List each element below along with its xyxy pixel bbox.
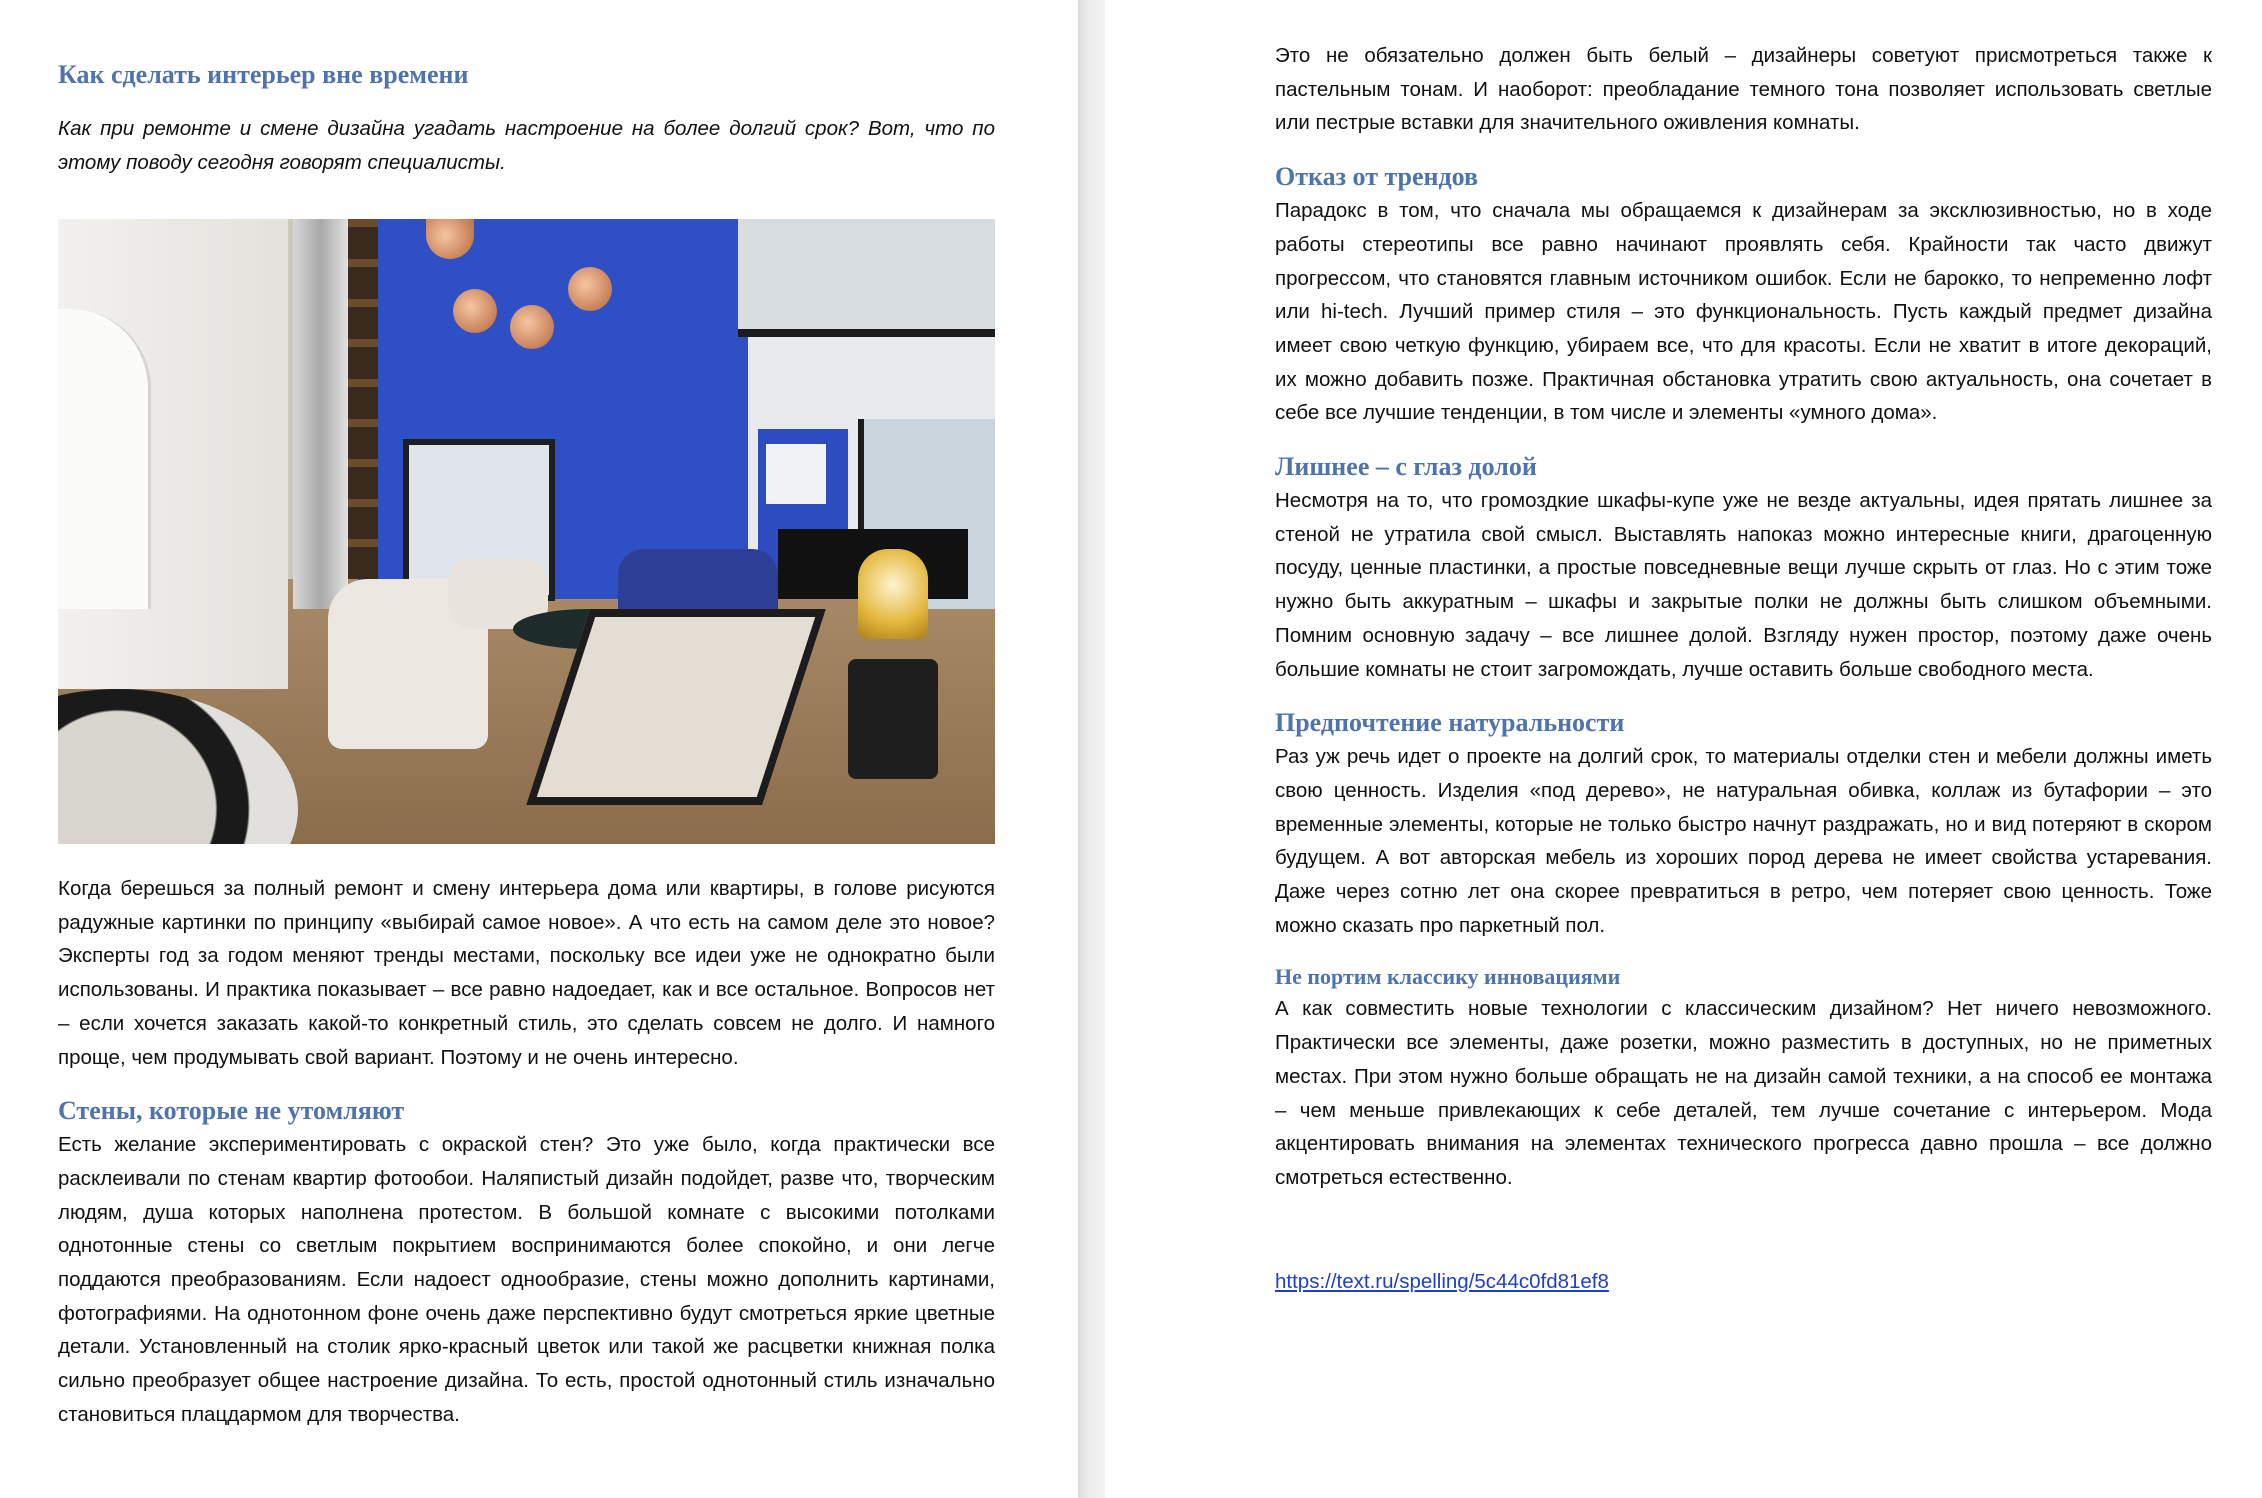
right-column <box>1275 39 2212 1299</box>
photo-pendant-lamp <box>453 289 497 333</box>
continuation-paragraph: Это не обязательно должен быть белый – дизайнеры советуют присмотреться также к пастельным тонам. И наоборот: преобладание темного тона позволяет использовать светлые или пестрые вставки для значительного оживления комнаты. <box>1275 44 2212 135</box>
section-heading-trends: Отказ от трендов <box>1275 162 1479 192</box>
section-paragraph-clutter: Несмотря на то, что громоздкие шкафы-купе уже не везде актуальны, идея прятать лишнее за стеной не утратила свой смысл. Выставлять напоказ можно интересные книги, драгоценную посуду, ценные пластинки, а простые повседневные вещи лучше скрыть от глаз. Но с этим тоже нужно быть аккуратным – шкафы и закрытые полки не должны быть слишком объемными. Помним основную задачу – все лишнее долой. Взгляду нужен простор, поэтому даже очень большие комнаты не стоит загромождать, лучше оставить больше свободного места. <box>1275 489 2212 681</box>
interior-photo <box>58 219 995 844</box>
photo-left-arch <box>58 309 151 609</box>
section-heading-clutter: Лишнее – с глаз долой <box>1275 452 1537 482</box>
photo-pendant-lamp <box>568 267 612 311</box>
source-link[interactable]: https://text.ru/spelling/5c44c0fd81ef8 <box>1275 1269 1609 1293</box>
right-page <box>1105 0 2262 1498</box>
photo-wall-art <box>766 444 826 504</box>
photo-marble-column <box>293 219 348 609</box>
left-column <box>58 58 995 179</box>
left-page <box>0 0 1078 1498</box>
article-title: Как сделать интерьер вне времени <box>58 60 469 89</box>
section-heading-walls: Стены, которые не утомляют <box>58 1096 405 1126</box>
left-column-body <box>58 872 995 1432</box>
photo-top-right-window <box>738 219 995 337</box>
section-heading-natural: Предпочтение натуральности <box>1275 708 1625 738</box>
photo-pendant-lamp <box>510 305 554 349</box>
photo-bookshelf <box>348 219 378 579</box>
section-paragraph-natural: Раз уж речь идет о проекте на долгий срок, то материалы отделки стен и мебели должны иметь свою ценность. Изделия «под дерево», не натуральная обивка, коллаж из бутафории – это временные элементы, которые не только быстро начнут раздражать, но и вид потеряют в скором будущем. А вот авторская мебель из хороших пород дерева не имеет свойства устаревания. Даже через сотню лет она скорее превратиться в ретро, чем потеряет свою ценность. Тоже можно сказать про паркетный пол. <box>1275 745 2212 937</box>
page-gutter <box>1078 0 1105 1498</box>
photo-table-lamp <box>858 549 928 639</box>
section-paragraph-walls: Есть желание экспериментировать с окраской стен? Это уже было, когда практически все расклеивали по стенам квартир фотообои. Наляпистый дизайн подойдет, разве что, творческим людям, душа которых наполнена протестом. В большой комнате с высокими потолками однотонные стены со светлым покрытием воспринимаются более спокойно, и они легче поддаются преобразованиям. Если надоест однообразие, стены можно дополнить картинами, фотографиями. На однотонном фоне очень даже перспективно будут смотреться яркие цветные детали. Установленный на столик ярко-красный цветок или такой же расцветки книжная полка сильно преобразует общее настроение дизайна. То есть, простой однотонный стиль изначально становиться плацдармом для творчества. <box>58 1133 995 1426</box>
intro-paragraph: Когда берешься за полный ремонт и смену интерьера дома или квартиры, в голове рисуются радужные картинки по принципу «выбирай самое новое». А что есть на самом деле это новое? Эксперты год за годом меняют тренды местами, поскольку все идеи уже не однократно были использованы. И практика показывает – все равно надоедает, как и все остальное. Вопросов нет – если хочется заказать какой-то конкретный стиль, это сделать совсем не долго. И намного проще, чем продумывать свой вариант. Поэтому и не очень интересно. <box>58 877 995 1069</box>
article-lead: Как при ремонте и смене дизайна угадать настроение на более долгий срок? Вот, что по этому поводу сегодня говорят специалисты. <box>58 117 995 174</box>
photo-side-table <box>848 659 938 779</box>
section-paragraph-classic: А как совместить новые технологии с классическим дизайном? Нет ничего невозможного. Практически все элементы, даже розетки, можно разместить в доступных, но не приметных местах. При этом нужно больше обращать не на дизайн самой техники, а на способ ее монтажа – чем меньше привлекающих к себе деталей, тем лучше сочетание с интерьером. Мода акцентировать внимания на элементах технического прогресса давно прошла – все должно смотреться естественно. <box>1275 997 2212 1189</box>
section-paragraph-trends: Парадокс в том, что сначала мы обращаемся к дизайнерам за эксклюзивностью, но в ходе работы стереотипы все равно начинают проявлять себя. Крайности так часто движут прогрессом, что становятся главным источником ошибок. Если не барокко, то непременно лофт или hi-tech. Лучший пример стиля – это функциональность. Пусть каждый предмет дизайна имеет свою четкую функцию, убираем все, что для красоты. Если не хватит в итоге декораций, их можно добавить позже. Практичная обстановка утратить свою актуальность, она сочетает в себе все лучшие тенденции, в том числе и элементы «умного дома». <box>1275 199 2212 425</box>
section-heading-classic: Не портим классику инновациями <box>1275 964 1621 990</box>
